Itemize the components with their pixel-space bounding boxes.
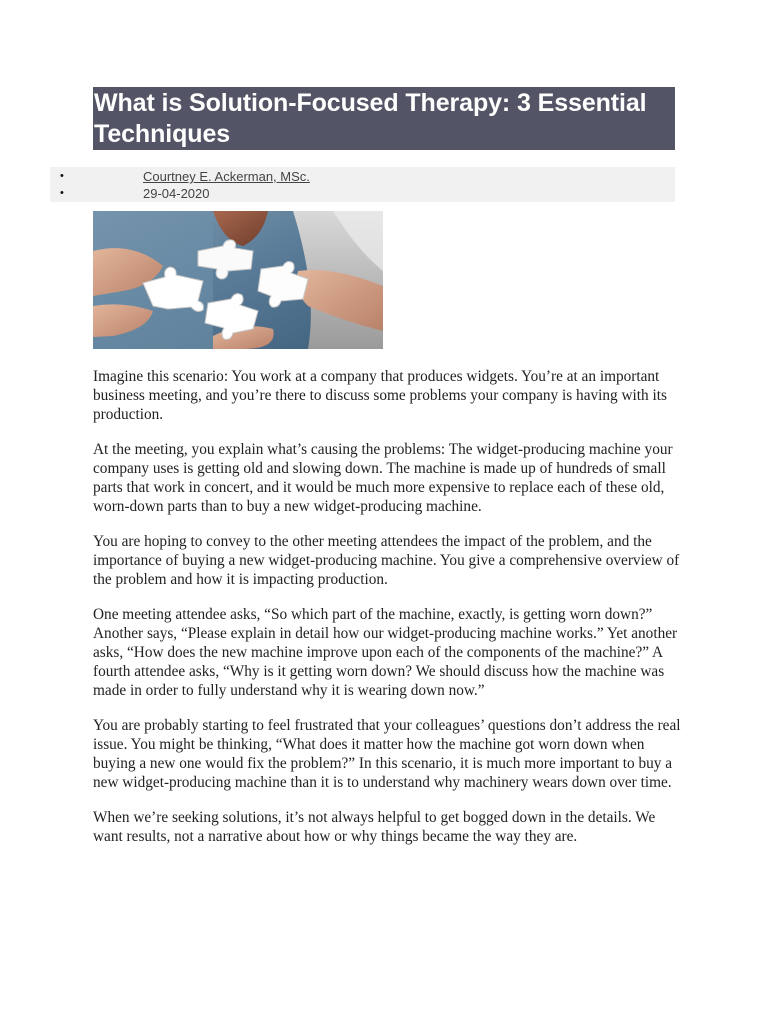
- publish-date: 29-04-2020: [143, 186, 210, 201]
- hero-image: [93, 211, 383, 349]
- paragraph: At the meeting, you explain what’s causing the problems: The widget-producing machine your company uses is getting old and slowing down. The machine is made up of hundreds of small parts that work in concert, and it would be much more expensive to replace each of these old, worn-down parts than to buy a new widget-producing machine.: [93, 441, 673, 515]
- article-title: What is Solution-Focused Therapy: 3 Essential Techniques: [94, 89, 647, 148]
- author-link[interactable]: Courtney E. Ackerman, MSc.: [143, 169, 310, 184]
- paragraph: One meeting attendee asks, “So which part of the machine, exactly, is getting worn down?” Another says, “Please explain in detail how our widget-producing machine works.” Yet another asks, “How does the new machine improve upon each of the components of the machine?” A fourth attendee asks, “Why is it getting worn down? We should discuss how the machine was made in order to fully understand why it is wearing down now.”: [93, 606, 678, 699]
- bullet-icon: •: [60, 187, 64, 199]
- paragraph: You are probably starting to feel frustrated that your colleagues’ questions don’t address the real issue. You might be thinking, “What does it matter how the machine got worn down when buying a new one would fix the problem?” In this scenario, it is much more important to buy a new widget-producing machine than it is to understand why machinery wears down over time.: [93, 717, 681, 791]
- title-banner: [93, 87, 675, 150]
- bullet-icon: •: [60, 170, 64, 182]
- paragraph: When we’re seeking solutions, it’s not always helpful to get bogged down in the details. We want results, not a narrative about how or why things became the way they are.: [93, 809, 656, 845]
- puzzle-hands-photo: [93, 211, 383, 349]
- meta-author-item: [50, 168, 675, 185]
- paragraph: You are hoping to convey to the other meeting attendees the impact of the problem, and the importance of buying a new widget-producing machine. You give a comprehensive overview of the problem and how it is impacting production.: [93, 533, 680, 588]
- article-body: [93, 367, 683, 862]
- article-meta-list: [50, 167, 675, 202]
- meta-date-item: [50, 185, 675, 202]
- paragraph: Imagine this scenario: You work at a company that produces widgets. You’re at an important business meeting, and you’re there to discuss some problems your company is having with its production.: [93, 368, 667, 423]
